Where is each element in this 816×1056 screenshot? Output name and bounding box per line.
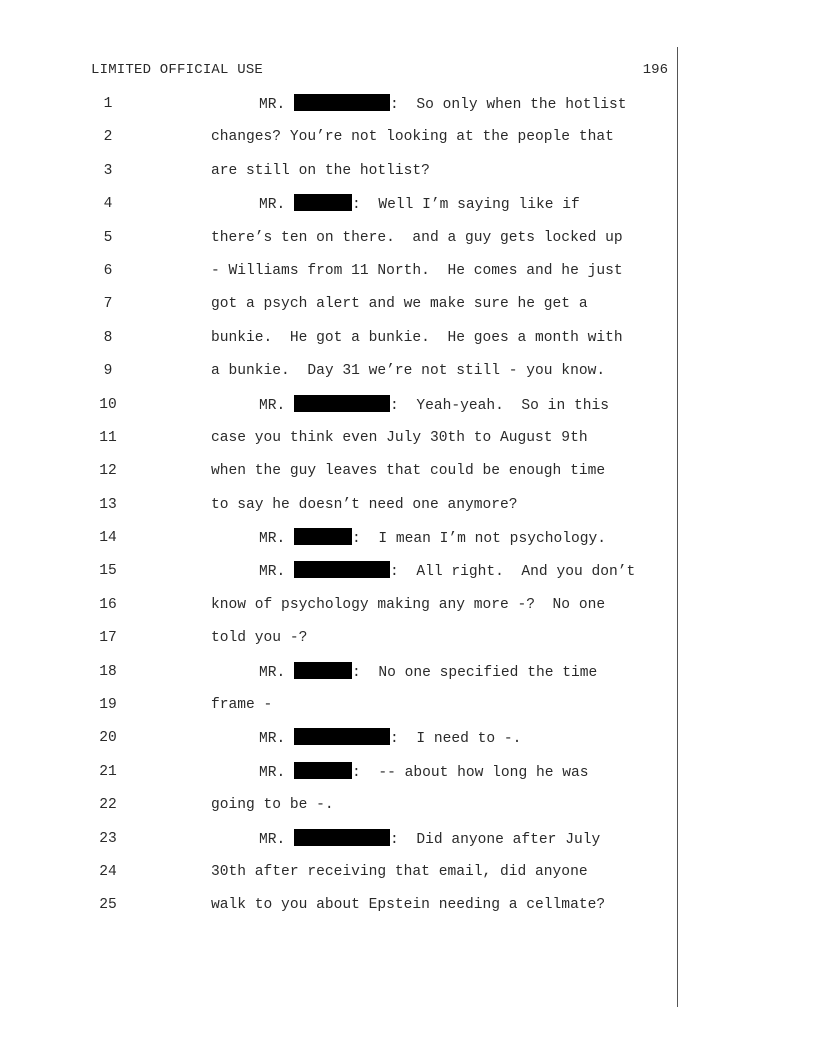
speaker-label: MR. xyxy=(259,531,286,548)
redaction-box xyxy=(294,762,352,779)
speaker-label: MR. xyxy=(259,197,286,214)
transcript-line xyxy=(0,595,680,628)
transcript-line xyxy=(0,495,680,528)
transcript-line xyxy=(0,895,680,928)
speech-text: : No one specified the time xyxy=(352,664,598,681)
line-number: 16 xyxy=(99,596,117,613)
line-text xyxy=(211,495,518,515)
line-number: 14 xyxy=(99,530,117,547)
redaction-box xyxy=(294,395,390,412)
line-number: 21 xyxy=(99,763,117,780)
line-number: 5 xyxy=(103,229,113,246)
speech-text: a bunkie. Day 31 we’re not still - you know. xyxy=(211,363,606,380)
line-number: 17 xyxy=(99,630,117,647)
redaction-box xyxy=(294,561,390,578)
speaker-label: MR. xyxy=(259,397,286,414)
line-text xyxy=(259,528,606,549)
transcript-line xyxy=(0,762,680,795)
line-number: 2 xyxy=(103,129,113,146)
speech-text: to say he doesn’t need one anymore? xyxy=(211,496,518,513)
speech-text: bunkie. He got a bunkie. He goes a month with xyxy=(211,329,623,346)
speech-text: : So only when the hotlist xyxy=(390,97,627,113)
transcript-line xyxy=(0,795,680,828)
line-text xyxy=(211,127,614,147)
speech-text: frame - xyxy=(211,697,273,714)
line-number: 23 xyxy=(99,830,117,847)
line-number: 20 xyxy=(99,730,117,747)
transcript-line xyxy=(0,328,680,361)
speech-text: going to be -. xyxy=(211,797,334,814)
speaker-label: MR. xyxy=(259,664,286,681)
transcript-line xyxy=(0,194,680,227)
transcript-line xyxy=(0,662,680,695)
redaction-box xyxy=(294,194,352,211)
line-number: 4 xyxy=(103,196,113,213)
line-text xyxy=(259,94,627,115)
line-text xyxy=(211,461,605,481)
speaker-label: MR. xyxy=(259,97,286,113)
line-number: 3 xyxy=(103,162,113,179)
transcript-line xyxy=(0,461,680,494)
line-text xyxy=(259,561,635,582)
transcript-line xyxy=(0,294,680,327)
transcript-line xyxy=(0,628,680,661)
speech-text: : Did anyone after July xyxy=(390,831,601,848)
line-text xyxy=(211,294,588,314)
transcript-line xyxy=(0,395,680,428)
line-text xyxy=(211,862,588,882)
line-text xyxy=(211,428,588,448)
speech-text: : All right. And you don’t xyxy=(390,564,636,581)
classification-header: LIMITED OFFICIAL USE xyxy=(91,62,264,78)
speech-text: : Yeah-yeah. So in this xyxy=(390,397,609,414)
transcript-line xyxy=(0,127,680,160)
transcript-line xyxy=(0,161,680,194)
transcript-lines xyxy=(0,94,680,929)
line-text xyxy=(211,795,334,815)
speech-text: : -- about how long he was xyxy=(352,764,589,781)
speech-text: : Well I’m saying like if xyxy=(352,197,580,214)
line-number: 22 xyxy=(99,797,117,814)
speaker-label: MR. xyxy=(259,764,286,781)
speech-text: : I need to -. xyxy=(390,731,522,748)
redaction-box xyxy=(294,829,390,846)
page-number: 196 xyxy=(642,62,668,78)
line-number: 25 xyxy=(99,897,117,914)
line-number: 19 xyxy=(99,697,117,714)
transcript-line xyxy=(0,261,680,294)
line-text xyxy=(211,595,605,615)
line-text xyxy=(211,628,307,648)
line-number: 10 xyxy=(99,396,117,413)
transcript-line xyxy=(0,228,680,261)
redaction-box xyxy=(294,528,352,545)
line-text xyxy=(211,161,430,181)
transcript-line xyxy=(0,94,680,127)
speech-text: know of psychology making any more -? No one xyxy=(211,596,606,613)
line-text xyxy=(211,695,272,715)
speech-text: case you think even July 30th to August 9th xyxy=(211,429,588,446)
line-number: 1 xyxy=(103,96,113,112)
line-text xyxy=(259,762,589,783)
line-text xyxy=(259,395,609,416)
speaker-label: MR. xyxy=(259,831,286,848)
line-number: 11 xyxy=(99,429,117,446)
transcript-line xyxy=(0,528,680,561)
line-text xyxy=(211,895,605,915)
line-number: 7 xyxy=(103,296,113,313)
speech-text: walk to you about Epstein needing a cellmate? xyxy=(211,897,606,914)
transcript-line xyxy=(0,695,680,728)
speaker-label: MR. xyxy=(259,564,286,581)
speech-text: are still on the hotlist? xyxy=(211,162,430,179)
speaker-label: MR. xyxy=(259,731,286,748)
transcript-line xyxy=(0,862,680,895)
transcript-line xyxy=(0,428,680,461)
line-text xyxy=(211,261,623,281)
transcript-line xyxy=(0,361,680,394)
transcript-line xyxy=(0,728,680,761)
speech-text: : I mean I’m not psychology. xyxy=(352,531,607,548)
line-number: 9 xyxy=(103,363,113,380)
line-number: 15 xyxy=(99,563,117,580)
speech-text: - Williams from 11 North. He comes and he just xyxy=(211,262,623,279)
line-number: 24 xyxy=(99,863,117,880)
line-text xyxy=(211,228,623,248)
line-number: 8 xyxy=(103,329,113,346)
speech-text: got a psych alert and we make sure he get a xyxy=(211,296,588,313)
line-text xyxy=(259,728,521,749)
speech-text: 30th after receiving that email, did anyone xyxy=(211,863,588,880)
speech-text: when the guy leaves that could be enough time xyxy=(211,463,606,480)
transcript-line xyxy=(0,829,680,862)
speech-text: told you -? xyxy=(211,630,308,647)
redaction-box xyxy=(294,728,390,745)
speech-text: there’s ten on there. and a guy gets locked up xyxy=(211,229,623,246)
line-number: 13 xyxy=(99,496,117,513)
line-number: 12 xyxy=(99,463,117,480)
line-text xyxy=(259,662,597,683)
line-text xyxy=(211,328,623,348)
transcript-line xyxy=(0,561,680,594)
line-text xyxy=(211,361,605,381)
speech-text: changes? You’re not looking at the people that xyxy=(211,129,614,146)
line-number: 6 xyxy=(103,262,113,279)
line-text xyxy=(259,194,580,215)
redaction-box xyxy=(294,662,352,679)
line-text xyxy=(259,829,600,850)
line-number: 18 xyxy=(99,663,117,680)
redaction-box xyxy=(294,94,390,111)
